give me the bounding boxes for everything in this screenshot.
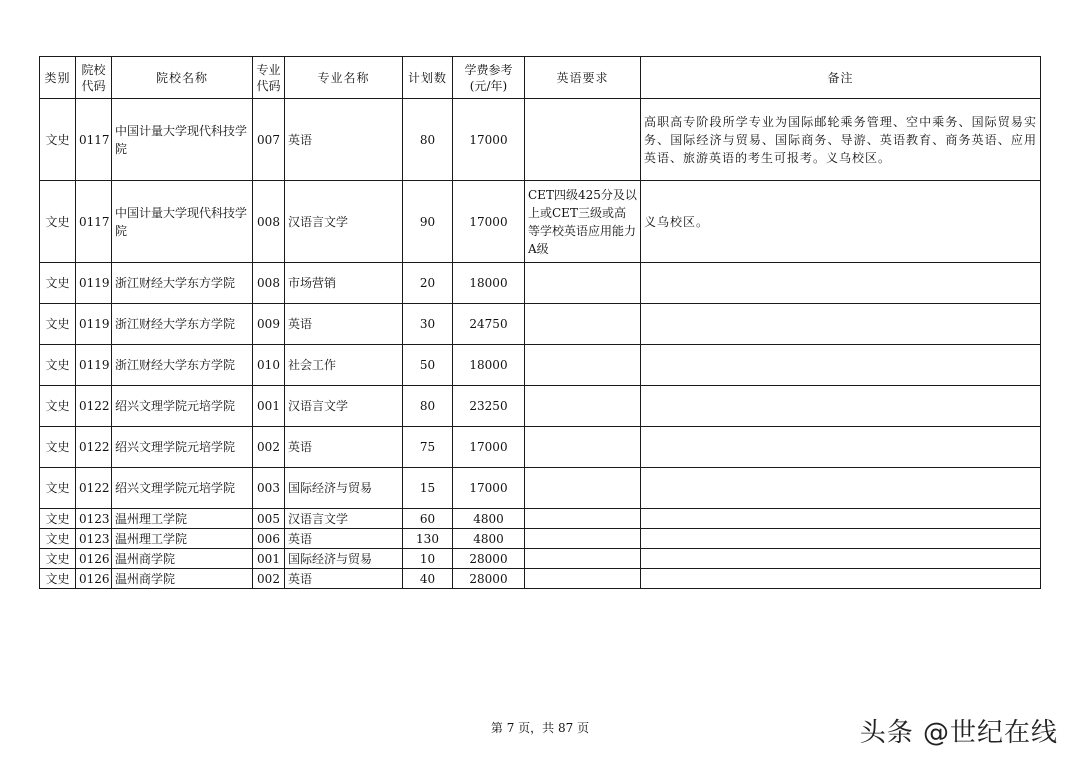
table-row [40, 345, 1041, 386]
header-category: 类别 [40, 57, 76, 99]
cell-category: 文史 [40, 427, 76, 468]
watermark: 头条 @世纪在线 [859, 718, 1058, 748]
cell-school-code: 0123 [76, 509, 112, 529]
cell-school-name: 绍兴文理学院元培学院 [112, 427, 253, 468]
cell-major-name: 英语 [285, 427, 403, 468]
cell-english-req [525, 99, 641, 181]
cell-english-req [525, 427, 641, 468]
cell-english-req [525, 569, 641, 589]
cell-english-req [525, 549, 641, 569]
cell-major-code: 010 [253, 345, 285, 386]
cell-major-name: 汉语言文学 [285, 386, 403, 427]
cell-category: 文史 [40, 181, 76, 263]
cell-major-name: 英语 [285, 569, 403, 589]
cell-school-name: 浙江财经大学东方学院 [112, 304, 253, 345]
cell-major-name: 英语 [285, 304, 403, 345]
cell-school-code: 0126 [76, 549, 112, 569]
header-tuition-line1: 学费参考 [464, 62, 513, 77]
cell-major-name: 国际经济与贸易 [285, 468, 403, 509]
header-tuition-line2: (元/年) [469, 78, 508, 93]
cell-tuition: 17000 [453, 181, 525, 263]
cell-major-code: 008 [253, 181, 285, 263]
cell-plan-count: 130 [403, 529, 453, 549]
cell-school-name: 浙江财经大学东方学院 [112, 263, 253, 304]
cell-english-req [525, 304, 641, 345]
cell-major-name: 社会工作 [285, 345, 403, 386]
cell-notes [641, 468, 1041, 509]
cell-category: 文史 [40, 304, 76, 345]
table-row [40, 304, 1041, 345]
table-row [40, 263, 1041, 304]
cell-notes [641, 263, 1041, 304]
cell-tuition: 18000 [453, 345, 525, 386]
cell-category: 文史 [40, 345, 76, 386]
cell-notes [641, 529, 1041, 549]
cell-notes [641, 427, 1041, 468]
header-tuition [453, 57, 525, 99]
cell-major-name: 汉语言文学 [285, 509, 403, 529]
table-header [40, 57, 1041, 99]
table-body [40, 99, 1041, 589]
cell-school-code: 0122 [76, 468, 112, 509]
cell-plan-count: 90 [403, 181, 453, 263]
header-notes: 备注 [641, 57, 1041, 99]
cell-english-req [525, 509, 641, 529]
cell-english-req [525, 468, 641, 509]
cell-major-name: 英语 [285, 99, 403, 181]
cell-school-name: 温州商学院 [112, 569, 253, 589]
cell-category: 文史 [40, 529, 76, 549]
cell-category: 文史 [40, 569, 76, 589]
cell-plan-count: 40 [403, 569, 453, 589]
cell-school-name: 中国计量大学现代科技学院 [112, 181, 253, 263]
cell-plan-count: 60 [403, 509, 453, 529]
cell-school-code: 0122 [76, 386, 112, 427]
cell-category: 文史 [40, 509, 76, 529]
cell-tuition: 17000 [453, 99, 525, 181]
page-number-footer: 第 7 页，共 87 页 [490, 721, 590, 735]
cell-plan-count: 15 [403, 468, 453, 509]
header-school-name: 院校名称 [112, 57, 253, 99]
cell-tuition: 28000 [453, 549, 525, 569]
header-plan-count: 计划数 [403, 57, 453, 99]
cell-category: 文史 [40, 386, 76, 427]
cell-notes [641, 569, 1041, 589]
cell-tuition: 24750 [453, 304, 525, 345]
cell-plan-count: 50 [403, 345, 453, 386]
cell-notes [641, 509, 1041, 529]
cell-tuition: 4800 [453, 529, 525, 549]
cell-school-name: 绍兴文理学院元培学院 [112, 386, 253, 427]
cell-school-code: 0126 [76, 569, 112, 589]
table-row [40, 427, 1041, 468]
header-major-code-line1: 专业 [256, 62, 281, 77]
table-row [40, 468, 1041, 509]
cell-major-code: 008 [253, 263, 285, 304]
cell-plan-count: 80 [403, 386, 453, 427]
cell-school-code: 0119 [76, 263, 112, 304]
header-major-code [253, 57, 285, 99]
cell-school-code: 0119 [76, 345, 112, 386]
cell-tuition: 23250 [453, 386, 525, 427]
cell-tuition: 17000 [453, 468, 525, 509]
cell-major-name: 市场营销 [285, 263, 403, 304]
header-major-name: 专业名称 [285, 57, 403, 99]
cell-notes: 义乌校区。 [641, 181, 1041, 263]
enrollment-plan-table [39, 56, 1041, 589]
cell-school-code: 0117 [76, 99, 112, 181]
cell-school-name: 温州商学院 [112, 549, 253, 569]
cell-school-name: 绍兴文理学院元培学院 [112, 468, 253, 509]
cell-english-req [525, 386, 641, 427]
table-row [40, 181, 1041, 263]
cell-major-code: 001 [253, 549, 285, 569]
cell-plan-count: 75 [403, 427, 453, 468]
cell-major-name: 汉语言文学 [285, 181, 403, 263]
cell-category: 文史 [40, 263, 76, 304]
cell-tuition: 28000 [453, 569, 525, 589]
table-row [40, 99, 1041, 181]
cell-school-name: 温州理工学院 [112, 529, 253, 549]
cell-major-code: 005 [253, 509, 285, 529]
cell-category: 文史 [40, 468, 76, 509]
header-school-code [76, 57, 112, 99]
table-row [40, 549, 1041, 569]
header-school-code-line1: 院校 [81, 62, 106, 77]
cell-notes [641, 304, 1041, 345]
header-major-code-line2: 代码 [256, 78, 281, 93]
cell-plan-count: 80 [403, 99, 453, 181]
cell-major-code: 006 [253, 529, 285, 549]
table-row [40, 569, 1041, 589]
cell-school-code: 0122 [76, 427, 112, 468]
cell-english-req [525, 529, 641, 549]
table-row [40, 529, 1041, 549]
cell-school-code: 0119 [76, 304, 112, 345]
cell-notes [641, 549, 1041, 569]
cell-tuition: 4800 [453, 509, 525, 529]
cell-major-name: 英语 [285, 529, 403, 549]
cell-school-code: 0117 [76, 181, 112, 263]
table-row [40, 386, 1041, 427]
cell-tuition: 18000 [453, 263, 525, 304]
cell-notes [641, 345, 1041, 386]
cell-school-name: 中国计量大学现代科技学院 [112, 99, 253, 181]
cell-school-name: 浙江财经大学东方学院 [112, 345, 253, 386]
cell-school-code: 0123 [76, 529, 112, 549]
cell-category: 文史 [40, 99, 76, 181]
cell-notes [641, 386, 1041, 427]
cell-plan-count: 20 [403, 263, 453, 304]
cell-school-name: 温州理工学院 [112, 509, 253, 529]
cell-plan-count: 10 [403, 549, 453, 569]
cell-major-code: 002 [253, 569, 285, 589]
cell-category: 文史 [40, 549, 76, 569]
cell-major-code: 002 [253, 427, 285, 468]
cell-major-code: 007 [253, 99, 285, 181]
header-english-req: 英语要求 [525, 57, 641, 99]
cell-major-code: 003 [253, 468, 285, 509]
cell-major-code: 001 [253, 386, 285, 427]
header-school-code-line2: 代码 [81, 78, 106, 93]
cell-major-code: 009 [253, 304, 285, 345]
cell-english-req [525, 345, 641, 386]
cell-plan-count: 30 [403, 304, 453, 345]
cell-english-req [525, 263, 641, 304]
cell-notes: 高职高专阶段所学专业为国际邮轮乘务管理、空中乘务、国际贸易实务、国际经济与贸易、国际商务、导游、英语教育、商务英语、应用英语、旅游英语的考生可报考。义乌校区。 [641, 99, 1041, 181]
cell-major-name: 国际经济与贸易 [285, 549, 403, 569]
cell-tuition: 17000 [453, 427, 525, 468]
cell-english-req: CET四级425分及以上或CET三级或高等学校英语应用能力A级 [525, 181, 641, 263]
table-row [40, 509, 1041, 529]
